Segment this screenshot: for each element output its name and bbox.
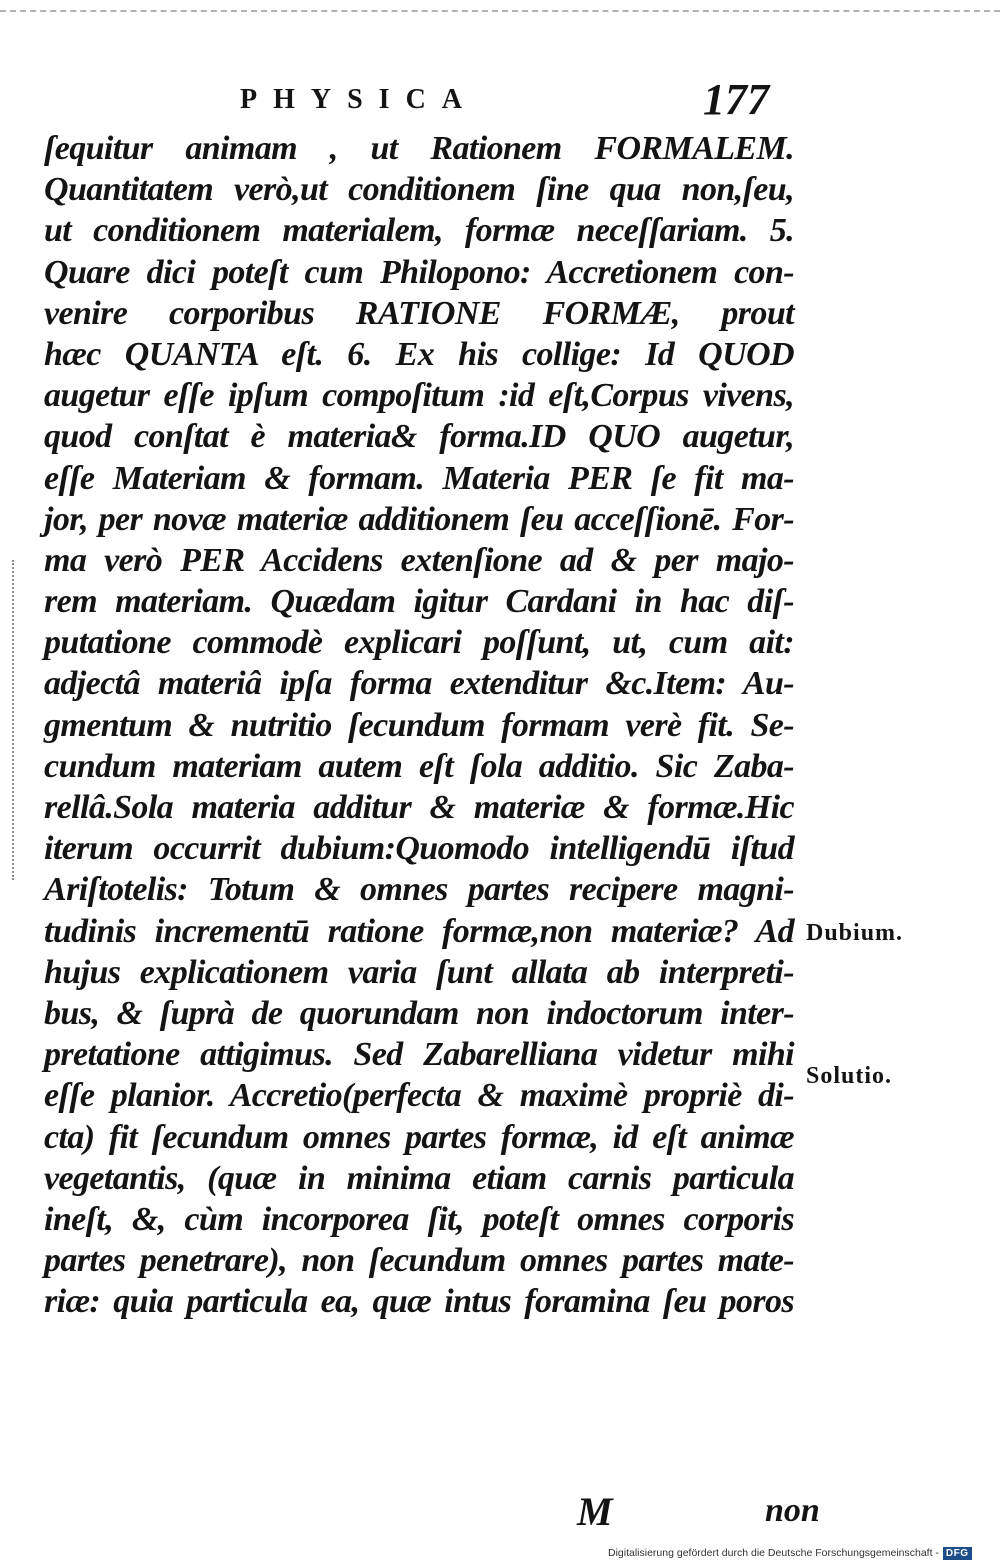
text-line: rem materiam. Quædam igitur Cardani in hac diſ- — [44, 583, 794, 621]
text-line: vegetantis, (quæ in minima etiam carnis particula — [44, 1159, 794, 1197]
text-line: quod conſtat è materia& forma.ID QUO augetur, — [44, 418, 794, 456]
page-footer — [0, 1488, 1000, 1538]
text-line: Quare dici poteſt cum Philopono: Accretionem con- — [44, 253, 794, 291]
dfg-logo: DFG — [943, 1547, 972, 1560]
text-line: ineſt, &, cùm incorporea ſit, poteſt omnes corporis — [44, 1200, 794, 1238]
margin-note-solutio: Solutio. — [806, 1063, 893, 1089]
text-line: iterum occurrit dubium:Quomodo intelligendū iſtud — [44, 830, 794, 868]
text-line: partes penetrare), non ſecundum omnes partes mate- — [44, 1242, 794, 1280]
margin-note-dubium: Dubium. — [806, 920, 904, 946]
text-line: cta) fit ſecundum omnes partes formæ, id eſt animæ — [44, 1118, 794, 1156]
text-line: bus, & ſuprà de quorundam non indoctorum inter- — [44, 994, 794, 1032]
text-line: augetur eſſe ipſum compoſitum :id eſt,Corpus vivens, — [44, 377, 794, 415]
text-line: rellâ.Sola materia additur & materiæ & formæ.Hic — [44, 789, 794, 826]
text-line: pretatione attigimus. Sed Zabarelliana videtur mihi — [44, 1036, 794, 1074]
text-line: riæ: quia particula ea, quæ intus foramina ſeu poros — [44, 1283, 794, 1321]
body-text — [44, 128, 794, 1322]
text-line: ut conditionem materialem, formæ neceſſariam. 5. — [44, 212, 794, 250]
text-line: hujus explicationem varia ſunt allata ab interpreti- — [44, 953, 794, 991]
catchword: non — [765, 1492, 820, 1529]
scan-top-edge — [0, 10, 1000, 12]
text-line: Ariſtotelis: Totum & omnes partes recipere magni- — [44, 871, 794, 909]
credit-text: Digitalisierung gefördert durch die Deutsche Forschungsgemeinschaft - — [608, 1547, 939, 1559]
text-line: putatione commodè explicari poſſunt, ut, cum ait: — [44, 624, 794, 662]
signature-mark: M — [577, 1489, 613, 1534]
scan-left-edge-marks — [12, 560, 24, 880]
text-line: ma verò PER Accidens extenſione ad & per majo- — [44, 541, 794, 579]
text-line: adjectâ materiâ ipſa forma extenditur &c.Item: Au- — [44, 665, 794, 703]
page-number: 177 — [703, 75, 769, 124]
text-line: venire corporibus RATIONE FORMÆ, prout — [44, 294, 794, 332]
digitization-credit — [608, 1545, 972, 1561]
text-line: eſſe planior. Accretio(perfecta & maximè propriè di- — [44, 1077, 794, 1115]
text-line: gmentum & nutritio ſecundum formam verè fit. Se- — [44, 706, 794, 744]
text-line: jor, per novæ materiæ additionem ſeu acceſſionē. For- — [44, 500, 794, 538]
running-title: PHYSICA — [240, 84, 479, 115]
text-line: hæc QUANTA eſt. 6. Ex his collige: Id QUOD — [44, 335, 794, 373]
text-line: eſſe Materiam & formam. Materia PER ſe fit ma- — [44, 459, 794, 497]
page-header — [0, 74, 1000, 124]
text-line: Quantitatem verò,ut conditionem ſine qua non,ſeu, — [44, 171, 794, 209]
text-line: ſequitur animam , ut Rationem FORMALEM. — [44, 130, 794, 167]
text-line: tudinis incrementū ratione formæ,non materiæ? Ad — [44, 912, 794, 950]
text-line: cundum materiam autem eſt ſola additio. Sic Zaba- — [44, 747, 794, 785]
